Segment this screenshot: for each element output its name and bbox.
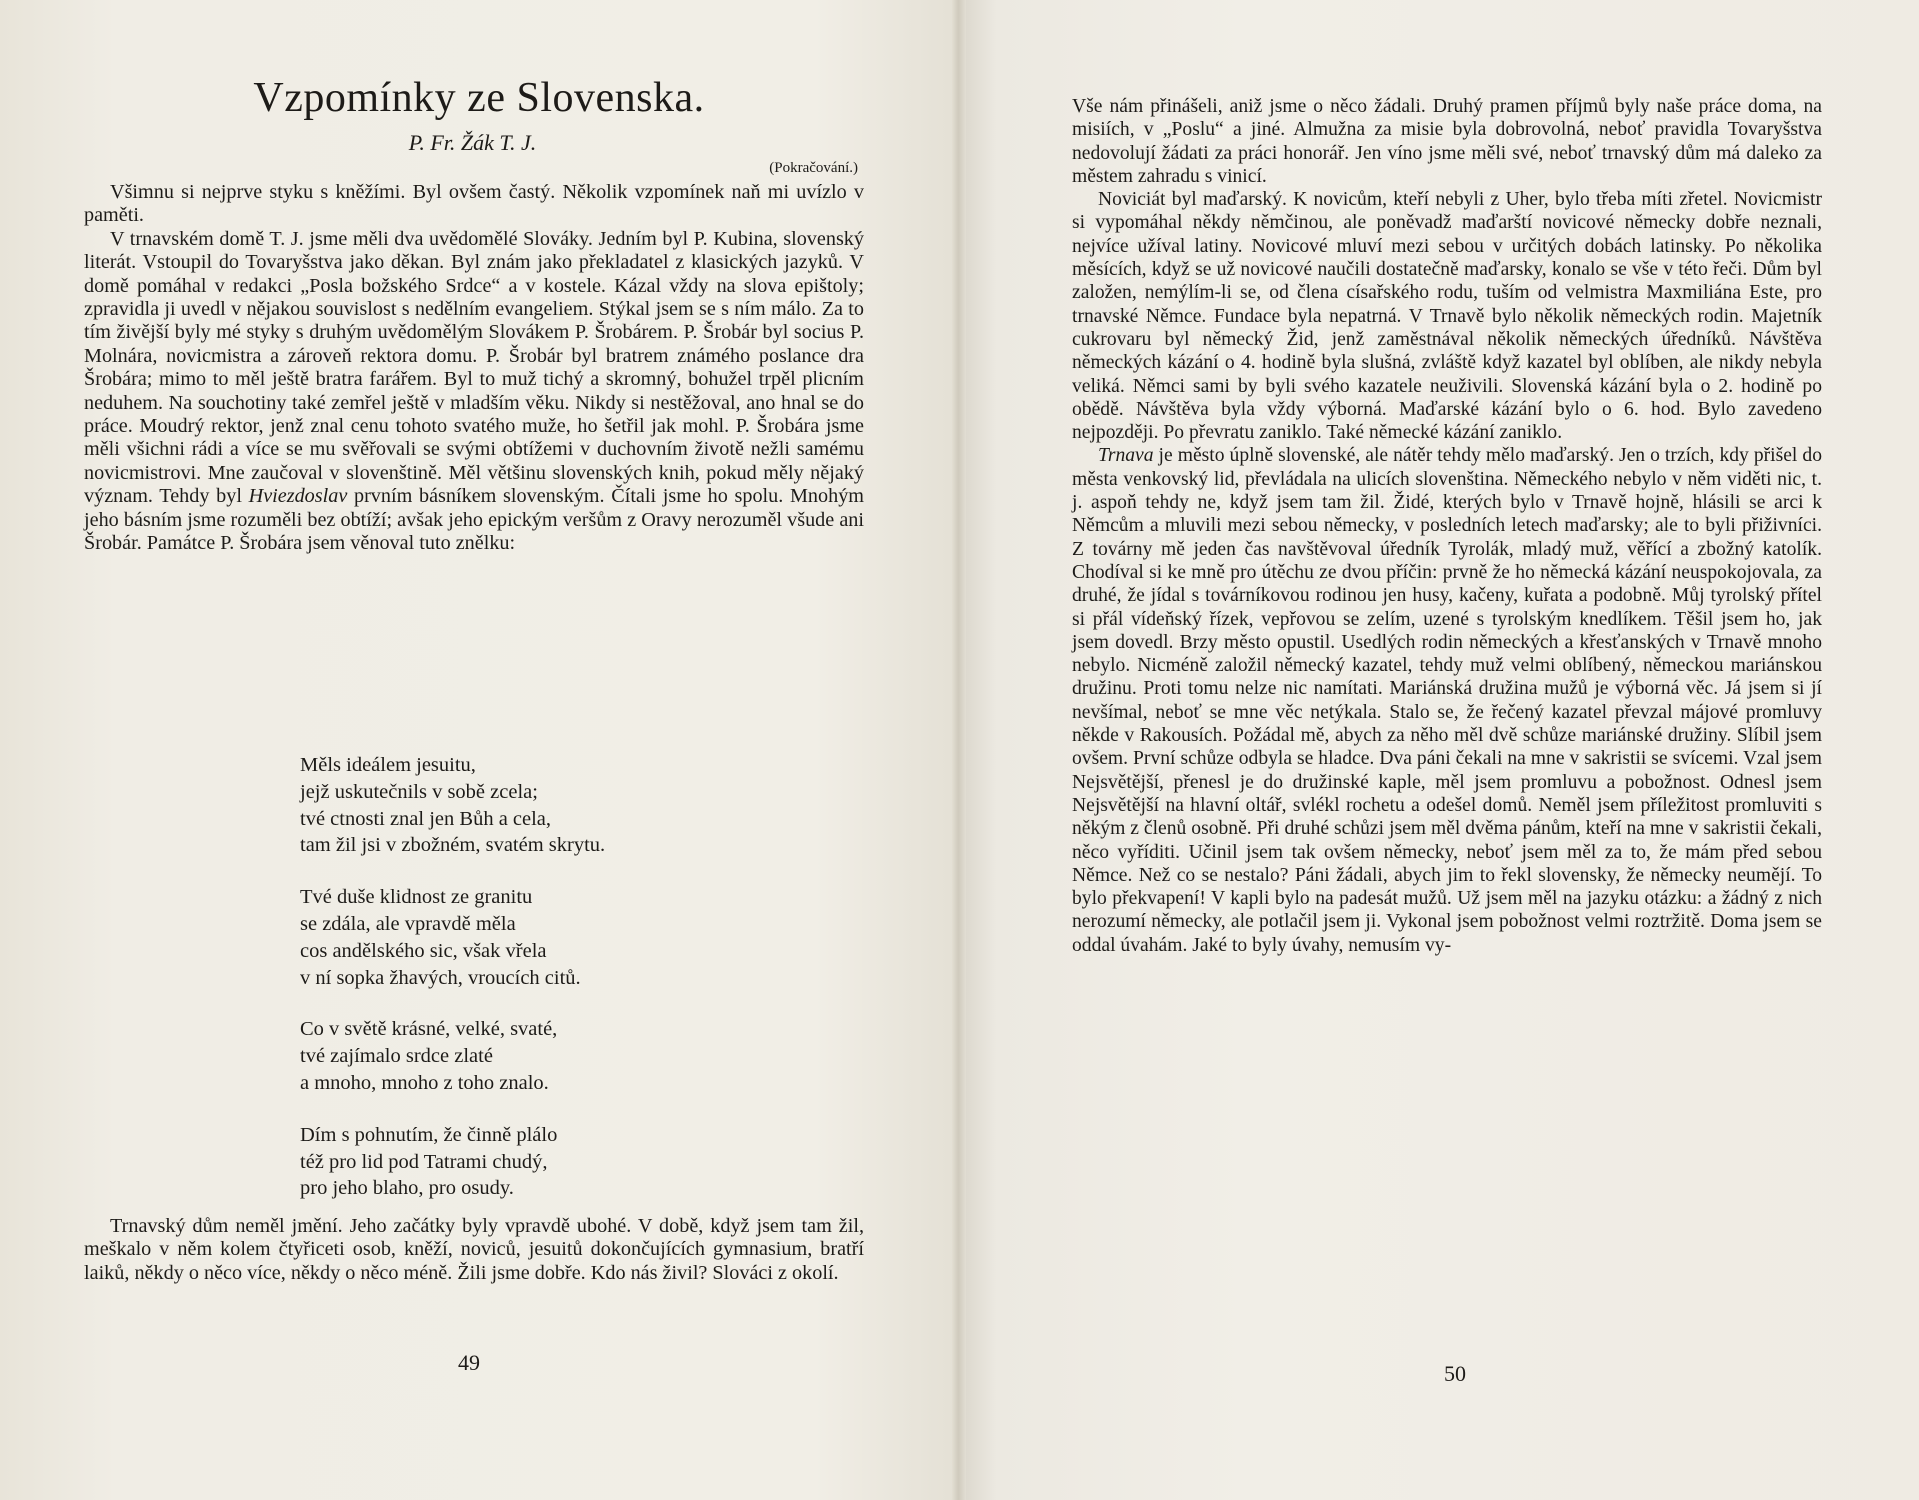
verse-line: a mnoho, mnoho z toho znalo.: [300, 1071, 549, 1094]
paragraph-text: prvním básníkem slovenským. Čítali jsme ho spolu. Mnohým jeho básním jsme rozuměli bez obtíží; avšak jeho epickým veršům z Oravy nerozuměl všude ani Šrobár. Památce P. Šrobára jsem věnoval tuto znělku:: [84, 485, 864, 555]
page-number: 50: [1444, 1361, 1466, 1386]
continuation-note: (Pokračování.): [769, 160, 858, 176]
left-text-top: [84, 181, 864, 556]
book-gutter: [952, 0, 966, 1500]
paragraph: [84, 228, 864, 556]
stanza: [300, 752, 800, 859]
verse-line: tvé zajímalo srdce zlaté: [300, 1045, 493, 1068]
verse-line: v ní sopka žhavých, vroucích citů.: [300, 966, 581, 989]
verse-line: Co v světě krásné, velké, svaté,: [300, 1018, 558, 1041]
left-text-bottom: [84, 1215, 864, 1285]
verse-line: se zdála, ale vpravdě měla: [300, 912, 516, 935]
paragraph: Trnavský dům neměl jmění. Jeho začátky byly vpravdě ubohé. V době, když jsem tam žil, meškalo v něm kolem čtyřiceti osob, kněží, noviců, jesuitů dokončujících gymnasium, bratří laiků, někdy o něco více, někdy o něco méně. Žili jsme dobře. Kdo nás živil? Slováci z okolí.: [84, 1215, 864, 1284]
stanza: [300, 1016, 800, 1096]
paragraph: Noviciát byl maďarský. K novicům, kteří nebyli z Uher, bylo třeba míti zřetel. Novicmistr si vypomáhal někdy němčinou, ale poněvadž maďarští novicové německy dobře neznali, nejvíce užíval latiny. Novicové mluví mezi sebou v určitých dobách latinsky. Po několika měsících, když se už novicové naučili dostatečně maďarsky, konalo se vše v této řeči. Dům byl založen, nemýlím-li se, od člena císařského rodu, tuším od velmistra Maxmiliána Este, pro trnavské Němce. Fundace byla nepatrná. V Trnavě bylo několik německých rodin. Majetník cukrovaru byl německý Žid, jenž zaměstnával několik německých úředníků. Návštěva německých kázání o 4. hodině byla slušná, zvláště když kazatel byl oblíben, ale nikdy nebyla veliká. Němci sami by byli svého kazatele neuživili. Slovenská kázání byla o 2. hodině po obědě. Návštěva byla vždy výborná. Maďarské kázání bylo o 6. hod. Bylo zavedeno nejpozději. Po převratu zaniklo. Také německé kázání zaniklo.: [1072, 189, 1822, 444]
paragraph-text: V trnavském domě T. J. jsme měli dva uvědomělé Slováky. Jedním byl P. Kubina, slovenský literát. Vstoupil do Tovaryšstva jako děkan. Byl znám jako překladatel z klasických jazyků. V domě pomáhal v redakci „Posla božského Srdce“ a v kostele. Kázal vždy na slova epištoly; zpravidla ji uvedl v nějakou souvislost s nedělním evangeliem. Stýkal jsem se s ním málo. Za to tím živější byly mé styky s druhým uvědomělým Slovákem P. Šrobárem. P. Šrobár byl socius P. Molnára, novicmistra a zároveň rektora domu. P. Šrobár byl bratrem známého poslance dra Šrobára; mimo to měl ještě bratra farářem. Byl to muž tichý a skromný, bohužel trpěl plicním neduhem. Na souchotiny také zemřel ještě v mladším věku. Nikdy si nestěžoval, ano hnal se do práce. Moudrý rektor, jenž znal cenu tohoto svatého muže, ho šetřil jak mohl. P. Šrobára jsme měli všichni rádi a více se mu svěřovali se svými obtížemi v duchovním životě nežli samému novicmistrovi. Mne zaučoval v slovenštině. Měl většinu slovenských knih, pokud měly nějaký význam. Tehdy byl: [84, 227, 864, 508]
verse-line: Měls ideálem jesuitu,: [300, 754, 476, 776]
right-page: [958, 0, 1919, 1500]
emphasis-text: Trnava: [1098, 445, 1154, 467]
verse-line: Tvé duše klidnost ze granitu: [300, 886, 533, 909]
sonnet: [300, 752, 800, 1227]
stanza: [300, 1122, 800, 1202]
verse-line: též pro lid pod Tatrami chudý,: [300, 1150, 548, 1173]
paragraph-text: je město úplně slovenské, ale nátěr tehdy mělo maďarský. Jen o trzích, kdy přišel do města venkovský lid, převládala na ulicích slovenština. Německého nebylo v něm viděti nic, t. j. aspoň tehdy ne, když jsem tam žil. Židé, kterých bylo v Trnavě hojně, hlásili se arci k Němcům a mluvili mezi sebou německy, v posledních letech maďarsky; ale to byli přiživníci. Z továrny mě jeden čas navštěvoval úředník Tyrolák, mladý muž, věřící a zbožný katolík. Chodíval si ke mně pro útěchu ze dvou příčin: prvně že ho německá kázání neuspokojovala, za druhé, že jídal s továrníkovou rodinou jen husy, kačeny, kuřata a podobně. Můj tyrolský přítel si přál vídeňský řízek, vepřovou se zelím, uzené s tyrolským knedlíkem. Těšil jsem ho, jak jsem dovedl. Brzy město opustil. Usedlých rodin německých a křesťanských v Trnavě mnoho nebylo. Nicméně založil německý kazatel, tehdy muž velmi oblíbený, německou mariánskou družinu. Proti tomu nelze nic namítati. Mariánská družina mužů je výborná věc. Já jsem si jí nevšímal, neboť se mne věc netýkala. Stalo se, že řečený kazatel převzal májové promluvy někde v Rakousích. Požádal mě, abych za něho měl dvě schůze mariánské družiny. Slíbil jsem ovšem. První schůze odbyla se hladce. Dva páni čekali na mne v sakristii se svícemi. Vzal jsem Nejsvětější, přenesl je do družinské kaple, měl jsem promluvu a pobožnost. Odnesl jsem Nejsvětější na hlavní oltář, svlékl rochetu a odešel domů. Neměl jsem příležitost promluviti s někým z členů osobně. Při druhé schůzi jsem měl dvěma pánům, kteří na mne v sakristii čekali, něco vyříditi. Učinil jsem tak ovšem německy, neboť jsem měl za to, že mám před sebou Němce. Než co se nestalo? Páni žádali, abych jim to řekl slovensky, že německy neumějí. To bylo překvapení! V kapli bylo na padesát mužů. Už jsem měl na jazyku otázku: a žádný z nich nerozumí německy, ale potlačil jsem ji. Vykonal jsem pobožnost velmi roztržitě. Doma jsem se oddal úvahám. Jaké to byly úvahy, nemusím vy-: [1072, 445, 1822, 956]
emphasis-text: Hviezdoslav: [248, 485, 348, 508]
verse-line: tvé ctnosti znal jen Bůh a cela,: [300, 807, 552, 830]
verse-line: pro jeho blaho, pro osudy.: [300, 1177, 514, 1200]
paragraph: Vše nám přinášeli, aniž jsme o něco žádali. Druhý pramen příjmů byly naše práce doma, na misiích, v „Poslu“ a jiné. Almužna za misie byla dobrovolná, neboť pravidla Tovaryšstva nedovolují žádati za práci honorář. Jen víno jsme měli své, neboť trnavský dům má daleko za městem zahradu s vinicí.: [1072, 96, 1822, 187]
left-page: [0, 0, 958, 1500]
verse-line: Dím s pohnutím, že činně plálo: [300, 1123, 558, 1146]
verse-line: jejž uskutečnils v sobě zcela;: [300, 780, 538, 803]
stanza: [300, 884, 800, 991]
paragraph: [1072, 444, 1822, 957]
verse-line: tam žil jsi v zbožném, svatém skrytu.: [300, 834, 606, 857]
verse-line: cos andělského sic, však vřela: [300, 939, 547, 962]
article-author: P. Fr. Žák T. J.: [408, 130, 537, 155]
paragraph: Všimnu si nejprve styku s kněžími. Byl ovšem častý. Několik vzpomínek naň mi uvízlo v paměti.: [84, 181, 864, 227]
right-text: [1072, 95, 1822, 957]
article-title: Vzpomínky ze Slovenska.: [253, 75, 705, 121]
page-number: 49: [458, 1350, 480, 1375]
